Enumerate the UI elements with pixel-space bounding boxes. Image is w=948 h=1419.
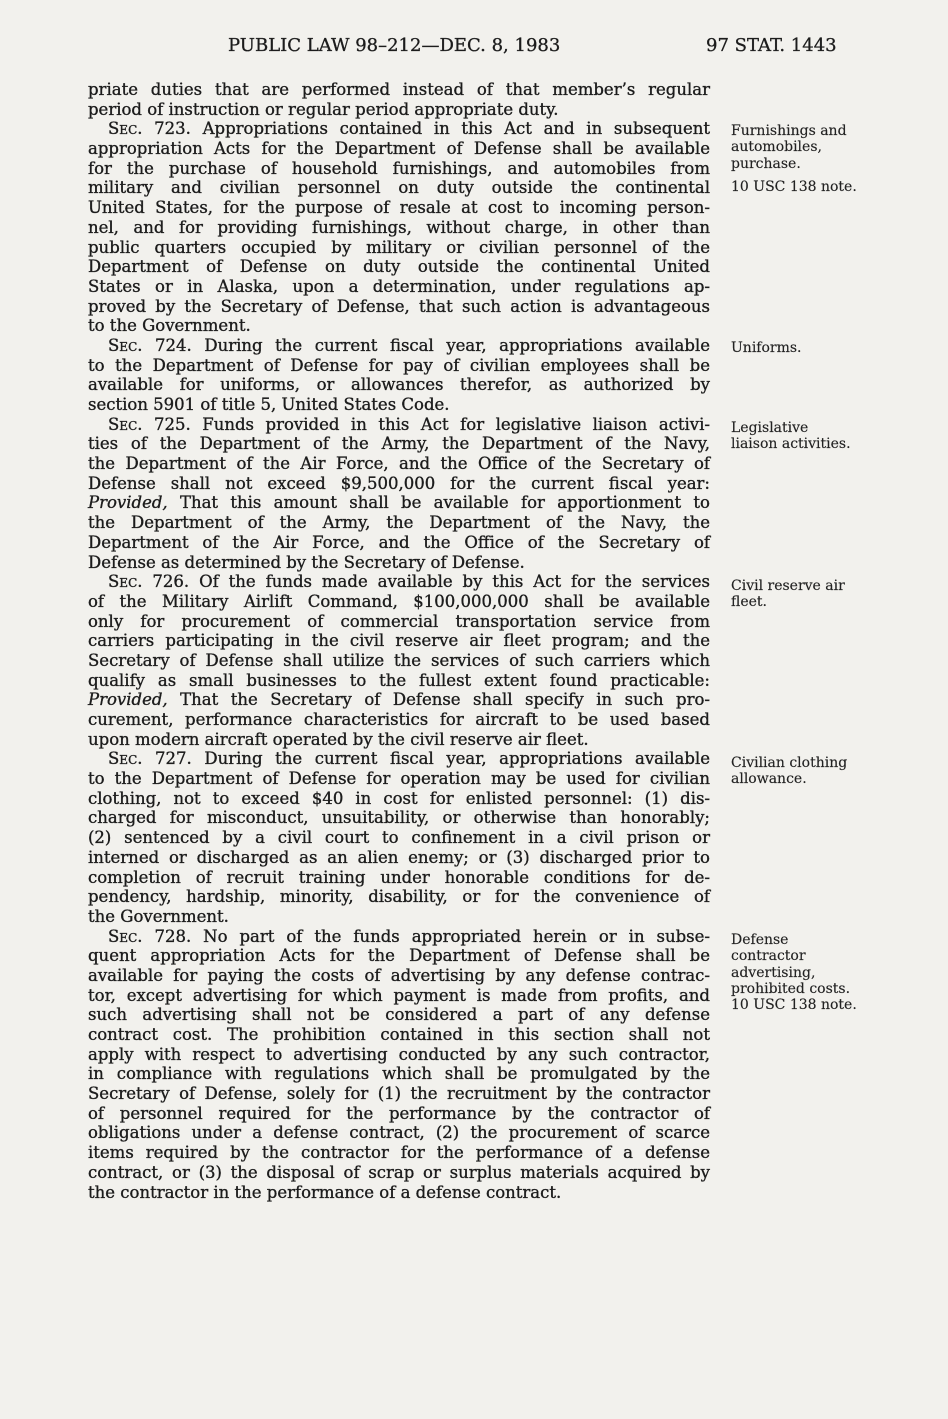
text-line [88,1104,710,1124]
section-number: Sec. 726. [108,572,190,592]
text-line [88,1143,710,1163]
text-line [88,927,710,947]
margin-note-line: prohibited costs. [731,980,851,997]
text-line [88,178,710,198]
line-text: That this amount shall be available for apportionment to [167,493,710,513]
line-text: only for procurement of commercial transportation service from [88,611,710,631]
margin-note-line: advertising, [731,964,816,981]
text-line [88,119,710,139]
text-line [88,612,710,632]
line-text: clothing, not to exceed $40 in cost for enlisted personnel: (1) dis- [88,788,710,808]
text-line [88,828,710,848]
line-text: priate duties that are performed instead of that member’s regular [88,80,710,99]
line-text: the Department of the Army, the Department of the Navy, the [88,513,710,533]
text-line [88,592,710,612]
text-line [88,493,710,513]
line-text: (2) sentenced by a civil court to confinement in a civil prison or [88,828,710,848]
line-text: That the Secretary of Defense shall specify in such pro- [167,690,710,710]
line-text: to the Government. [88,316,251,336]
text-line [88,1183,710,1203]
line-text: Defense shall not exceed $9,500,000 for the current fiscal year: [88,473,710,493]
line-text: apply with respect to advertising conducted by any such contractor, [88,1044,710,1064]
margin-note-line: contractor [731,948,806,965]
text-line [88,769,710,789]
line-text: Appropriations contained in this Act and in subsequent [190,119,710,139]
line-text: to the Department of Defense for operation may be used for civilian [88,769,710,789]
margin-note-line: automobiles, [731,139,822,156]
line-text: of the Military Airlift Command, $100,000,000 shall be available [88,591,710,611]
running-head-title: PUBLIC LAW 98–212—DEC. 8, 1983 [228,35,561,56]
text-line [88,454,710,474]
line-text: upon modern aircraft operated by the civil reserve air fleet. [88,729,589,749]
text-line [88,651,710,671]
section-paragraph [88,749,710,926]
text-line [88,474,710,494]
margin-note-defense-advertising [731,932,857,1013]
text-line [88,238,710,258]
text-line [88,808,710,828]
line-text: Secretary of Defense shall utilize the services of such carriers which [88,650,710,670]
line-text: the Department of the Air Force, and the Office of the Secretary of [88,454,710,474]
text-line [88,316,710,336]
line-text: completion of recruit training under honorable conditions for de- [88,867,710,887]
section-paragraph [88,119,710,336]
section-number: Sec. 728. [108,926,192,946]
text-line [88,553,710,573]
margin-note-civil-reserve [731,578,845,611]
margin-note-line: Furnishings and [731,123,847,139]
line-text: section 5901 of title 5, United States Code. [88,395,450,414]
line-text: tor, except advertising for which payment is made from profits, and [88,985,710,1005]
text-line [88,946,710,966]
text-line [88,789,710,809]
text-line [88,1123,710,1143]
text-line [88,631,710,651]
text-line [88,690,710,710]
line-text: military and civilian personnel on duty outside the continental [88,178,710,198]
line-text: Department of Defense on duty outside the continental United [88,257,710,277]
text-line [88,395,710,415]
text-line [88,198,710,218]
margin-note-line: Civil reserve air [731,578,845,594]
line-text: items required by the contractor for the performance of a defense [88,1143,710,1163]
line-text: such advertising shall not be considered a part of any defense [88,1005,710,1025]
line-text: States or in Alaska, upon a determination, under regulations ap- [88,276,710,296]
text-line [88,297,710,317]
text-line [88,434,710,454]
text-line [88,907,710,927]
text-line [88,887,710,907]
line-text: No part of the funds appropriated herein or in subse- [191,926,710,946]
line-text: Department of the Air Force, and the Office of the Secretary of [88,532,710,552]
line-text: United States, for the purpose of resale at cost to incoming person- [88,198,710,218]
line-text: the Government. [88,906,229,926]
margin-note-line: Legislative [731,420,809,436]
section-paragraph [88,927,710,1203]
line-text: for the purchase of household furnishings, and automobiles from [88,158,710,178]
text-line [88,257,710,277]
text-line [88,986,710,1006]
section-number: Sec. 723. [108,119,191,139]
line-text: proved by the Secretary of Defense, that such action is advantageous [88,296,710,316]
line-text: ties of the Department of the Army, the Department of the Navy, [88,434,710,454]
text-line [88,218,710,238]
margin-note-line: Civilian clothing [731,755,848,771]
line-text: interned or discharged as an alien enemy; or (3) discharged prior to [88,847,710,867]
section-number: Sec. 724. [108,335,192,355]
text-line [88,1163,710,1183]
section-paragraph [88,572,710,749]
text-line [88,710,710,730]
line-text: Of the funds made available by this Act for the services [189,572,710,592]
proviso-term: Provided, [88,690,168,710]
text-line [88,749,710,769]
margin-note-line: fleet. [731,594,767,611]
text-line [88,1005,710,1025]
text-line [88,1084,710,1104]
margin-note-line: Uniforms. [731,340,802,356]
line-text: period of instruction or regular period appropriate duty. [88,99,559,119]
line-text: Funds provided in this Act for legislative liaison activi- [190,414,710,434]
margin-note-legislative-liaison [731,420,851,453]
text-line [88,1064,710,1084]
body-text [88,80,710,1202]
text-line [88,966,710,986]
text-line [88,1045,710,1065]
text-line [88,277,710,297]
text-line [88,375,710,395]
text-line [88,159,710,179]
line-text: quent appropriation Acts for the Department of Defense shall be [88,946,710,966]
margin-note-line: allowance. [731,771,807,788]
line-text: Defense as determined by the Secretary of Defense. [88,552,525,572]
continued-paragraph [88,80,710,119]
text-line [88,848,710,868]
line-text: available for paying the costs of advertising by any defense contrac- [88,965,710,985]
text-line [88,1025,710,1045]
line-text: contract cost. The prohibition contained in this section shall not [88,1025,710,1044]
line-text: qualify as small businesses to the fullest extent found practicable: [88,670,710,690]
margin-note-citation: 10 USC 138 note. [731,178,857,195]
line-text: public quarters occupied by military or civilian personnel of the [88,237,710,257]
line-text: contract, or (3) the disposal of scrap or surplus materials acquired by [88,1162,710,1182]
line-text: charged for misconduct, unsuitability, or otherwise than honorably; [88,808,710,828]
line-text: appropriation Acts for the Department of Defense shall be available [88,139,710,159]
section-paragraph [88,336,710,415]
line-text: During the current fiscal year, appropriations available [191,335,710,355]
margin-note-civilian-clothing [731,755,847,788]
text-line [88,415,710,435]
text-line [88,100,710,120]
text-line [88,572,710,592]
text-line [88,336,710,356]
text-line [88,513,710,533]
text-line [88,139,710,159]
text-line [88,730,710,750]
margin-note-citation: 10 USC 138 note. [731,997,857,1014]
text-line [88,80,710,100]
line-text: curement, performance characteristics for aircraft to be used based [88,710,710,729]
line-text: obligations under a defense contract, (2) the procurement of scarce [88,1123,710,1143]
margin-note-furnishings [731,123,857,195]
margin-note-uniforms [731,340,802,356]
text-line [88,868,710,888]
line-text: Secretary of Defense, solely for (1) the recruitment by the contractor [88,1084,710,1104]
line-text: the contractor in the performance of a defense contract. [88,1182,562,1202]
statute-page-number: 97 STAT. 1443 [706,35,837,56]
line-text: available for uniforms, or allowances therefor, as authorized by [88,375,710,395]
margin-note-line: Defense [731,932,789,948]
line-text: carriers participating in the civil reserve air fleet program; and the [88,631,710,651]
line-text: to the Department of Defense for pay of civilian employees shall be [88,355,710,375]
proviso-term: Provided, [88,493,168,513]
line-text: nel, and for providing furnishings, without charge, in other than [88,217,710,237]
line-text: pendency, hardship, minority, disability, or for the convenience of [88,887,710,907]
text-line [88,356,710,376]
line-text: of personnel required for the performance by the contractor of [88,1103,710,1123]
section-paragraph [88,415,710,573]
text-line [88,533,710,553]
margin-note-line: liaison activities. [731,436,851,453]
line-text: in compliance with regulations which shall be promulgated by the [88,1064,710,1084]
line-text: During the current fiscal year, appropriations available [191,749,710,769]
section-number: Sec. 725. [108,414,191,434]
section-number: Sec. 727. [108,749,192,769]
text-line [88,671,710,691]
margin-note-line: purchase. [731,155,801,172]
